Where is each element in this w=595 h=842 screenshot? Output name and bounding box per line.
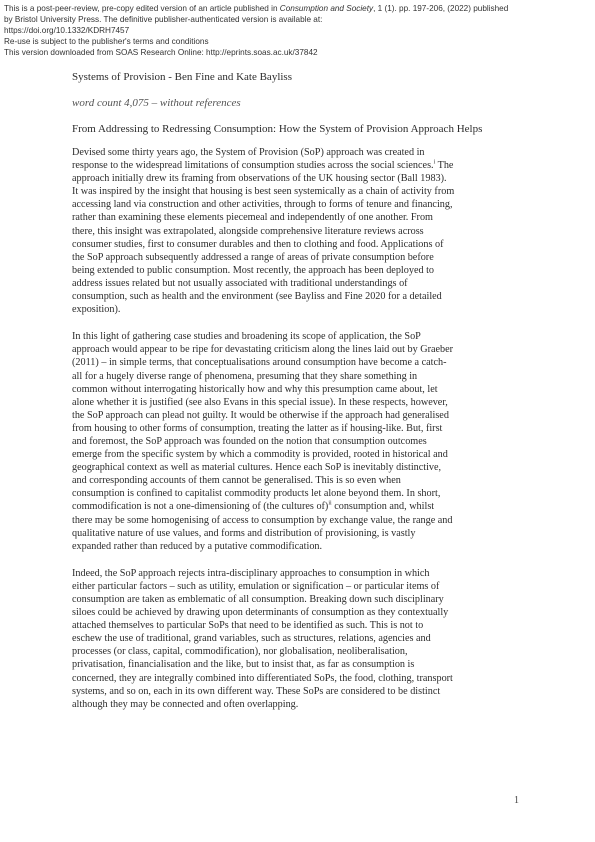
text-line: rather than examining these elements piecemeal and independently of one another. From — [72, 212, 433, 224]
article-body — [72, 70, 524, 711]
notice-line-5: This version downloaded from SOAS Research Online: http://eprints.soas.ac.uk/37842 — [4, 48, 318, 57]
text-line: alone whether it is justified (see also Evans in this special issue). In these respects, however, — [72, 396, 448, 408]
notice-text: This is a post-peer-review, pre-copy edited version of an article published in — [4, 4, 280, 13]
text-line: address issues related but not usually associated with traditional understandings of — [72, 277, 408, 289]
text-line: being extended to public consumption. Most recently, the approach has been deployed to — [72, 264, 435, 276]
endnote-marker[interactable]: i — [433, 159, 436, 166]
text-line: siloes could be achieved by drawing upon determinants of consumption as they contextually — [72, 607, 449, 619]
journal-name: Consumption and Society — [279, 4, 374, 13]
doi-link[interactable]: https://doi.org/10.1332/KDRH7457 — [4, 26, 130, 35]
article-title: From Addressing to Redressing Consumption: How the System of Provision Approach Helps — [72, 123, 483, 135]
word-count: word count 4,075 – without references — [72, 97, 241, 109]
notice-line-1 — [4, 3, 590, 14]
text-line: commodification is not a one-dimensioning of (the cultures of)$^{ii}$ consumption and, whilst — [72, 501, 435, 513]
text-line: there may be some homogenising of access to consumption by exchange value, the range and — [72, 514, 453, 526]
text-line: approach would appear to be ripe for devastating criticism along the lines laid out by Graeber — [72, 344, 454, 356]
text-line: consumption, such as health and the environment (see Bayliss and Fine 2020 for a detailed — [72, 291, 442, 303]
text-line: from housing to other forms of consumption, treating the latter as if housing-like. But, first — [72, 422, 443, 434]
text-line: (2011) – in simple terms, that conceptualisations around consumption have become a catch- — [72, 357, 447, 369]
text-line: exposition). — [72, 304, 121, 316]
page-number: 1 — [514, 795, 519, 806]
text-line: systems, and so on, each in its own different way. These SoPs are considered to be distinct — [72, 685, 441, 697]
text-line: approach initially drew its framing from observations of the UK housing sector (Ball 1983). — [72, 173, 447, 185]
notice-line-2: by Bristol University Press. The definitive publisher-authenticated version is available at: — [4, 15, 323, 24]
notice-text: , 1 (1). pp. 197-206, (2022) published — [373, 4, 509, 13]
text-line: there, this insight was extrapolated, alongside comprehensive literature reviews across — [72, 225, 424, 237]
text-line: consumer studies, first to consumer durables and then to clothing and food. Applications of — [72, 238, 444, 250]
text-line: the SoP approach can plead not guilty. It would be otherwise if the approach had generalised — [72, 409, 449, 421]
text-line: privatisation, financialisation and the like, but to insist that, as far as consumption is — [72, 659, 415, 671]
text-line: response to the widespread limitations of consumption studies across the social sciences.$^i$ The — [72, 159, 454, 172]
paragraph-3 — [72, 567, 524, 711]
text-line: processes (or class, capital, commodification), nor globalisation, neoliberalisation, — [72, 646, 408, 658]
text-line: the SoP approach subsequently addressed a range of areas of private consumption before — [72, 251, 434, 263]
text-line: Indeed, the SoP approach rejects intra-disciplinary approaches to consumption in which — [72, 567, 430, 579]
paragraph-2 — [72, 330, 524, 553]
text-line: and corresponding accounts of them cannot be generalised. This is so even when — [72, 475, 401, 487]
text-line: It was inspired by the insight that housing is best seen systemically as a chain of activity from — [72, 186, 455, 198]
text-line: In this light of gathering case studies and broadening its scope of application, the SoP — [72, 331, 421, 343]
text-line: accessing land via construction and other activities, through to forms of tenure and financing, — [72, 199, 453, 211]
text-line: eschew the use of traditional, grand variables, such as structures, relations, agencies and — [72, 633, 431, 645]
text-line: expanded rather than reduced by a putative commodification. — [72, 540, 323, 552]
text-line: concerned, they are integrally combined into differentiated SoPs, the food, clothing, transport — [72, 672, 453, 684]
article-authors: Systems of Provision - Ben Fine and Kate Bayliss — [72, 71, 292, 83]
text-line: common without interrogating historically how and why this presumption came about, let — [72, 383, 438, 395]
text-line: either particular factors – such as utility, emulation or signification – or particular items of — [72, 580, 440, 592]
text-line: geographical context as well as material cultures. Hence each SoP is inevitably distinctive, — [72, 462, 442, 474]
text-line: and foremost, the SoP approach was founded on the notion that consumption outcomes — [72, 435, 427, 447]
text-line: all for a hugely diverse range of phenomena, presuming that they share something in — [72, 370, 418, 382]
notice-line-4: Re-use is subject to the publisher's terms and conditions — [4, 37, 209, 46]
text-line: attached themselves to particular SoPs that need to be identified as such. This is not to — [72, 620, 424, 632]
text-line: Devised some thirty years ago, the System of Provision (SoP) approach was created in — [72, 147, 425, 158]
text-line: emerge from the specific system by which a commodity is provided, rooted in historical and — [72, 449, 448, 461]
paragraph-1 — [72, 146, 524, 316]
text-line: qualitative nature of use values, and forms and distribution of provisioning, is vastly — [72, 527, 416, 539]
text-line: consumption is confined to capitalist commodity products let alone beyond them. In short, — [72, 488, 441, 500]
text-line: consumption are taken as emblematic of all consumption. Breaking down such disciplinary — [72, 594, 444, 605]
text-line: although they may be connected and often overlapping. — [72, 698, 299, 710]
copyright-notice — [4, 3, 590, 58]
endnote-marker[interactable]: ii — [328, 501, 332, 508]
